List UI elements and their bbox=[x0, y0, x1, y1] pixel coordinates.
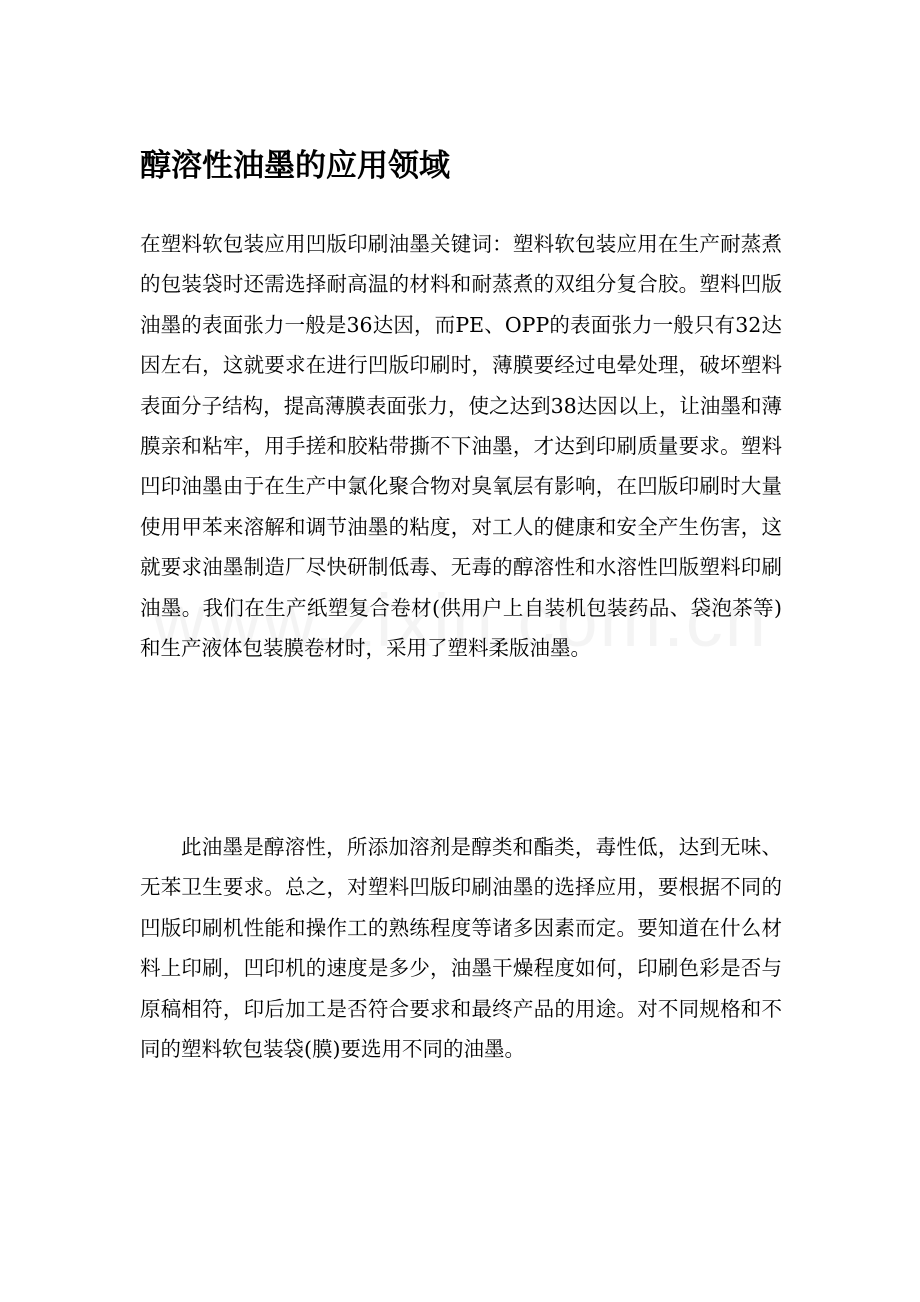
paragraph-2: 此油墨是醇溶性，所添加溶剂是醇类和酯类，毒性低，达到无味、无苯卫生要求。总之，对塑料凹版印刷油墨的选择应用，要根据不同的凹版印刷机性能和操作工的熟练程度等诸多因素而定。要知道在什么材料上印刷，凹印机的速度是多少，油墨干燥程度如何，印刷色彩是否与原稿相符，印后加工是否符合要求和最终产品的用途。对不同规格和不同的塑料软包装袋(膜)要选用不同的油墨。 bbox=[140, 835, 782, 1062]
paragraph-1: 在塑料软包装应用凹版印刷油墨关键词：塑料软包装应用在生产耐蒸煮的包装袋时还需选择耐高温的材料和耐蒸煮的双组分复合胶。塑料凹版油墨的表面张力一般是36达因，而PE、OPP的表面张力一般只有32达因左右，这就要求在进行凹版印刷时，薄膜要经过电晕处理，破坏塑料表面分子结构，提高薄膜表面张力，使之达到38达因以上，让油墨和薄膜亲和粘牢，用手搓和胶粘带撕不下油墨，才达到印刷质量要求。塑料凹印油墨由于在生产中氯化聚合物对臭氧层有影响，在凹版印刷时大量使用甲苯来溶解和调节油墨的粘度，对工人的健康和安全产生伤害，这就要求油墨制造厂尽快研制低毒、无毒的醇溶性和水溶性凹版塑料印刷油墨。我们在生产纸塑复合卷材(供用户上自装机包装药品、袋泡茶等)和生产液体包装膜卷材时，采用了塑料柔版油墨。 bbox=[140, 232, 782, 661]
document-title: 醇溶性油墨的应用领域 bbox=[140, 148, 450, 184]
